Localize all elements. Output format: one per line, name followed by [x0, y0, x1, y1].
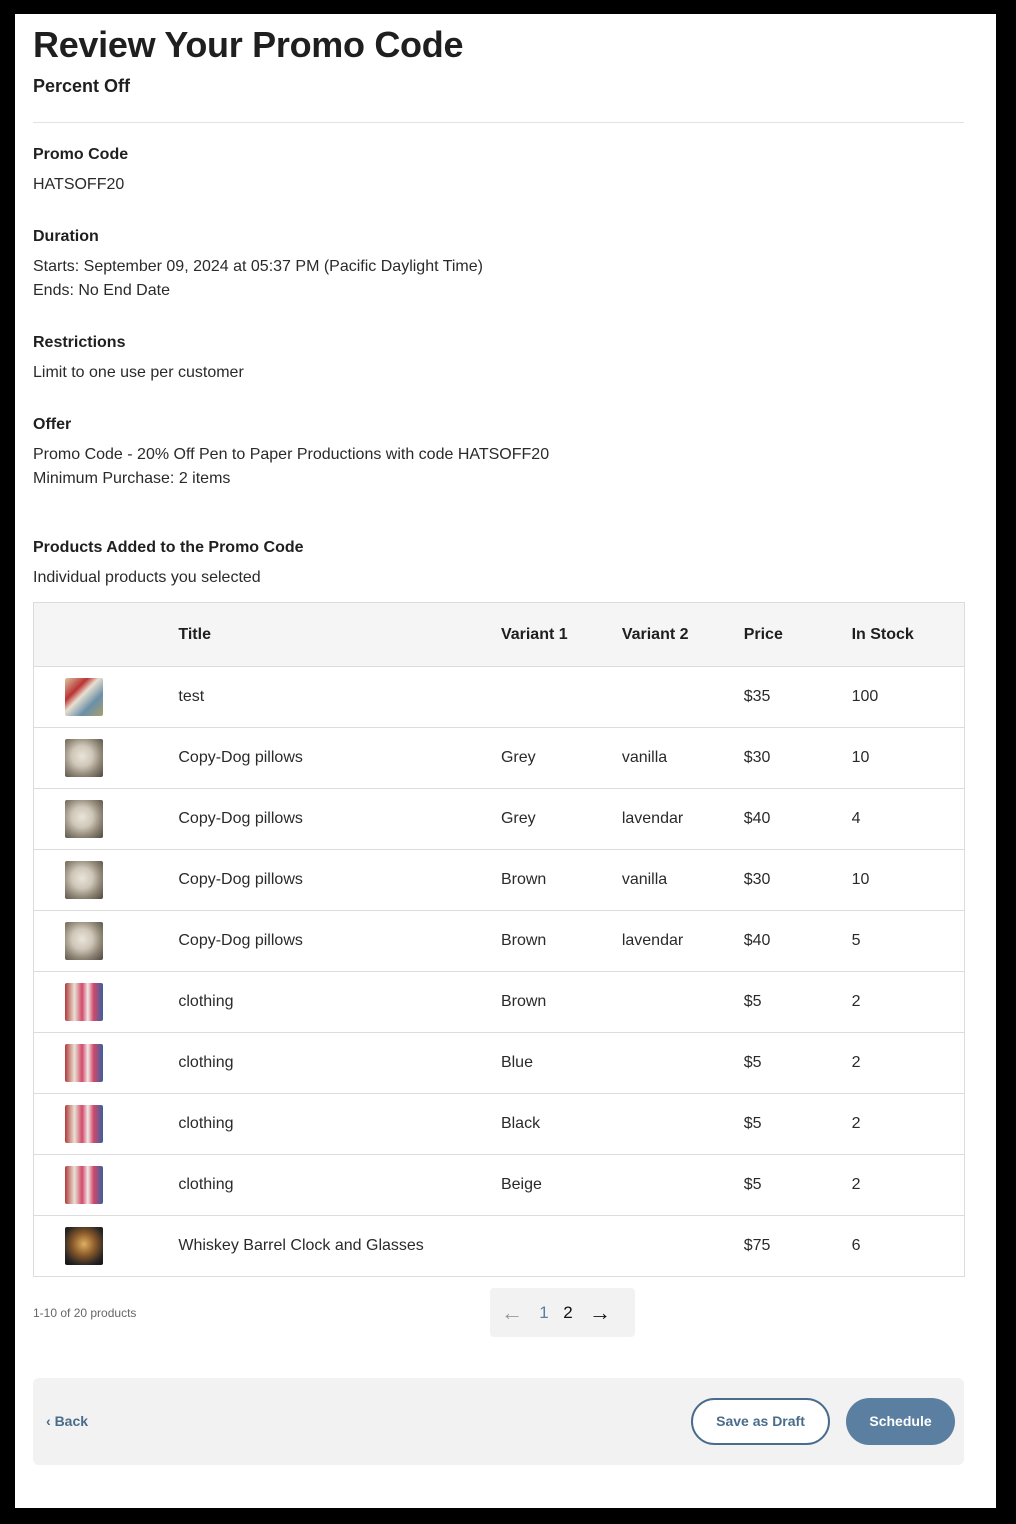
product-thumbnail: [65, 861, 103, 899]
variant-1: Grey: [501, 728, 622, 789]
product-title: Copy-Dog pillows: [178, 728, 501, 789]
column-header: Title: [178, 603, 501, 667]
in-stock: 2: [852, 1094, 965, 1155]
back-button[interactable]: [46, 1413, 88, 1429]
product-thumbnail: [65, 1227, 103, 1265]
offer-label: Offer: [33, 416, 72, 433]
duration-ends: Ends: No End Date: [33, 282, 170, 299]
divider: [33, 122, 964, 123]
in-stock: 5: [852, 911, 965, 972]
variant-1: Beige: [501, 1155, 622, 1216]
variant-1: Brown: [501, 850, 622, 911]
price: $30: [744, 850, 852, 911]
promo-code-label: Promo Code: [33, 146, 129, 163]
arrow-left-icon[interactable]: ←: [501, 1299, 523, 1325]
product-title: Copy-Dog pillows: [178, 850, 501, 911]
product-thumbnail: [65, 1105, 103, 1143]
product-thumbnail: [65, 1044, 103, 1082]
promo-type: Percent Off: [33, 76, 131, 96]
variant-2: [622, 1094, 744, 1155]
arrow-right-icon[interactable]: →: [589, 1299, 611, 1325]
products-table: [33, 602, 965, 1277]
variant-1: Black: [501, 1094, 622, 1155]
in-stock: 6: [852, 1216, 965, 1277]
offer-line-2: Minimum Purchase: 2 items: [33, 470, 231, 487]
page-title: Review Your Promo Code: [33, 24, 464, 65]
table-row: [34, 728, 965, 789]
column-header: In Stock: [852, 603, 965, 667]
action-bar: [33, 1378, 964, 1465]
variant-1: Brown: [501, 972, 622, 1033]
restrictions-value: Limit to one use per customer: [33, 364, 244, 381]
save-draft-button[interactable]: Save as Draft: [691, 1398, 830, 1445]
product-thumbnail: [65, 800, 103, 838]
chevron-left-icon: ‹: [46, 1413, 51, 1429]
price: $40: [744, 911, 852, 972]
variant-1: [501, 667, 622, 728]
product-title: Copy-Dog pillows: [178, 911, 501, 972]
in-stock: 100: [852, 667, 965, 728]
table-row: [34, 1033, 965, 1094]
variant-1: Brown: [501, 911, 622, 972]
table-row: [34, 789, 965, 850]
variant-2: lavendar: [622, 911, 744, 972]
product-title: clothing: [178, 1155, 501, 1216]
in-stock: 2: [852, 1033, 965, 1094]
price: $5: [744, 1094, 852, 1155]
variant-1: [501, 1216, 622, 1277]
price: $30: [744, 728, 852, 789]
page-frame: [15, 14, 996, 1508]
price: $5: [744, 972, 852, 1033]
products-label: Products Added to the Promo Code: [33, 539, 304, 556]
in-stock: 10: [852, 850, 965, 911]
promo-code-value: HATSOFF20: [33, 176, 125, 193]
back-label: Back: [54, 1413, 89, 1429]
product-thumbnail: [65, 922, 103, 960]
variant-2: lavendar: [622, 789, 744, 850]
pagination-summary: 1-10 of 20 products: [33, 1306, 137, 1320]
variant-1: Blue: [501, 1033, 622, 1094]
product-title: test: [178, 667, 501, 728]
column-header: Variant 1: [501, 603, 622, 667]
variant-2: [622, 667, 744, 728]
product-thumbnail: [65, 1166, 103, 1204]
variant-2: [622, 1216, 744, 1277]
in-stock: 2: [852, 972, 965, 1033]
price: $5: [744, 1033, 852, 1094]
offer-line-1: Promo Code - 20% Off Pen to Paper Productions with code HATSOFF20: [33, 446, 550, 463]
restrictions-label: Restrictions: [33, 334, 126, 351]
duration-starts: Starts: September 09, 2024 at 05:37 PM (Pacific Daylight Time): [33, 258, 483, 275]
table-row: [34, 850, 965, 911]
variant-2: [622, 1155, 744, 1216]
price: $40: [744, 789, 852, 850]
table-row: [34, 911, 965, 972]
table-header-row: [34, 603, 965, 667]
variant-2: vanilla: [622, 728, 744, 789]
variant-2: [622, 972, 744, 1033]
price: $35: [744, 667, 852, 728]
in-stock: 10: [852, 728, 965, 789]
duration-label: Duration: [33, 228, 99, 245]
product-thumbnail: [65, 739, 103, 777]
price: $75: [744, 1216, 852, 1277]
product-thumbnail: [65, 678, 103, 716]
variant-2: vanilla: [622, 850, 744, 911]
variant-1: Grey: [501, 789, 622, 850]
page-2-button[interactable]: 2: [563, 1302, 573, 1322]
product-thumbnail: [65, 983, 103, 1021]
variant-2: [622, 1033, 744, 1094]
table-row: [34, 972, 965, 1033]
product-title: clothing: [178, 1033, 501, 1094]
page-1-button[interactable]: 1: [539, 1302, 549, 1322]
price: $5: [744, 1155, 852, 1216]
table-row: [34, 1155, 965, 1216]
table-row: [34, 1094, 965, 1155]
product-title: clothing: [178, 1094, 501, 1155]
thumb-column-header: [34, 603, 179, 667]
product-title: clothing: [178, 972, 501, 1033]
pagination: [490, 1288, 635, 1337]
product-title: Whiskey Barrel Clock and Glasses: [178, 1216, 501, 1277]
table-row: [34, 667, 965, 728]
column-header: Variant 2: [622, 603, 744, 667]
table-row: [34, 1216, 965, 1277]
schedule-button[interactable]: Schedule: [846, 1398, 955, 1445]
products-subtitle: Individual products you selected: [33, 569, 261, 586]
in-stock: 2: [852, 1155, 965, 1216]
product-title: Copy-Dog pillows: [178, 789, 501, 850]
column-header: Price: [744, 603, 852, 667]
in-stock: 4: [852, 789, 965, 850]
